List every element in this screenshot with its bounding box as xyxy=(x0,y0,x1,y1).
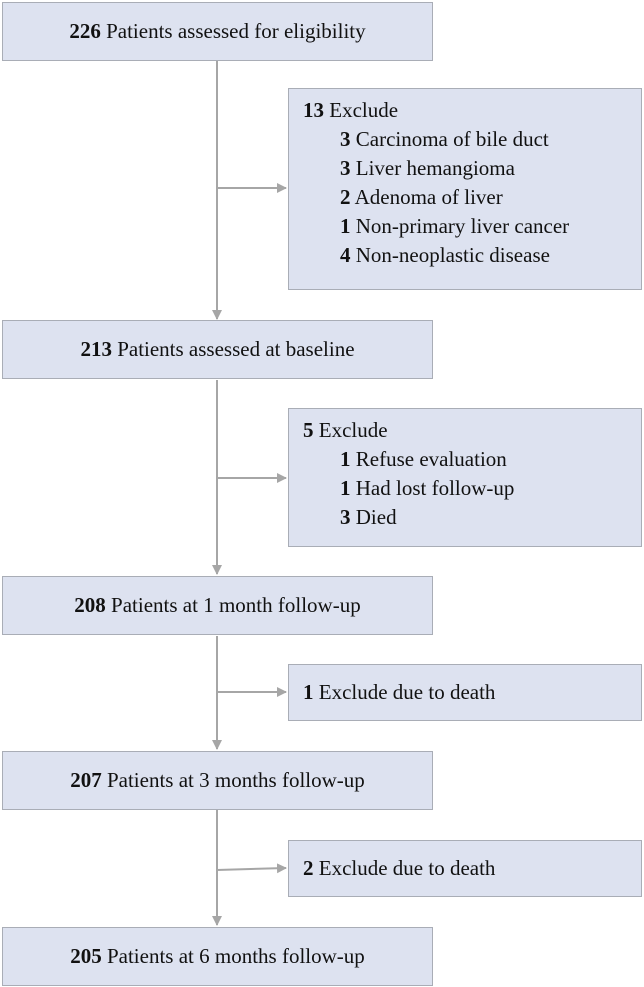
step-box-3-months xyxy=(2,751,433,810)
exclusion-item: 3 Died xyxy=(340,505,397,529)
step-label: Patients assessed for eligibility xyxy=(106,19,366,43)
step-box-baseline xyxy=(2,320,433,379)
exclusion-box-1 xyxy=(288,88,642,290)
step-box-1-month xyxy=(2,576,433,635)
step-label: Patients at 1 month follow-up xyxy=(111,593,361,617)
exclusion-label: Exclude xyxy=(318,418,388,442)
exclusion-item: 1 Had lost follow-up xyxy=(340,476,515,500)
arrow-right-4 xyxy=(217,868,286,870)
exclusion-count: 5 xyxy=(303,418,314,442)
step-count: 205 xyxy=(70,944,102,968)
exclusion-box-2 xyxy=(288,408,642,547)
exclusion-label: Exclude xyxy=(329,98,399,122)
exclusion-item: 3 Carcinoma of bile duct xyxy=(340,127,549,151)
exclusion-item: 4 Non-neoplastic disease xyxy=(340,243,550,267)
exclusion-box-4 xyxy=(288,840,642,897)
step-count: 207 xyxy=(70,768,102,792)
step-label: Patients at 6 months follow-up xyxy=(106,944,365,968)
exclusion-count: 13 xyxy=(303,98,324,122)
exclusion-item: 1 Refuse evaluation xyxy=(340,447,507,471)
step-box-6-months xyxy=(2,927,433,986)
step-label: Patients assessed at baseline xyxy=(117,337,355,361)
exclusion-count: 1 xyxy=(303,680,314,704)
step-count: 213 xyxy=(80,337,112,361)
exclusion-label: Exclude due to death xyxy=(318,856,496,880)
exclusion-item: 1 Non-primary liver cancer xyxy=(340,214,570,238)
exclusion-item: 2 Adenoma of liver xyxy=(340,185,503,209)
step-label: Patients at 3 months follow-up xyxy=(106,768,365,792)
step-box-eligibility xyxy=(2,2,433,61)
step-count: 226 xyxy=(69,19,101,43)
exclusion-box-3 xyxy=(288,664,642,721)
exclusion-item: 3 Liver hemangioma xyxy=(340,156,515,180)
exclusion-count: 2 xyxy=(303,856,314,880)
exclusion-label: Exclude due to death xyxy=(318,680,496,704)
step-count: 208 xyxy=(74,593,106,617)
